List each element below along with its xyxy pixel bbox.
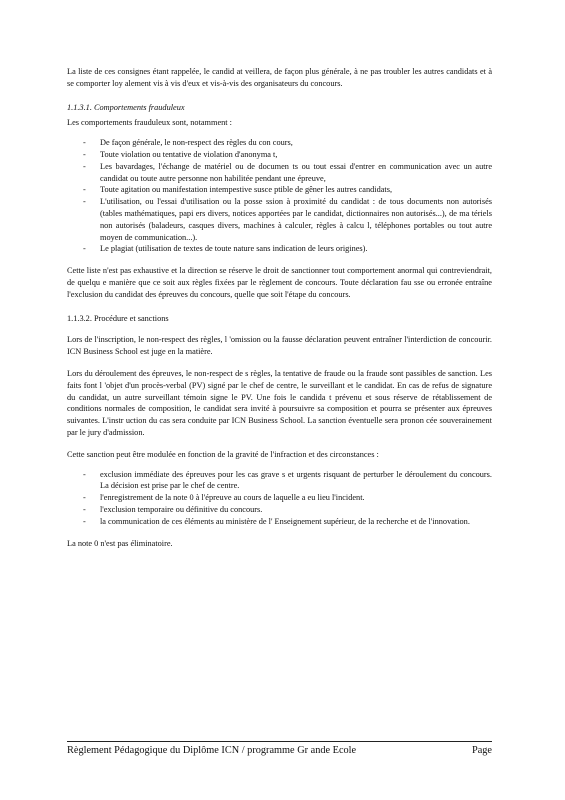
bullet-dash: - bbox=[83, 185, 86, 195]
fraud-closing-paragraph: Cette liste n'est pas exhaustive et la direction se réserve le droit de sanctionner tout comportement anormal qui contreviendrait, de quelqu e manière que ce soit aux règles fixées par le règlement de concours. Toute déclaration fau sse ou erronée entraîne l'exclusion du candidat des épreuves du concours, quelle que soit l'étape du concours. bbox=[67, 266, 492, 299]
footer-title: Règlement Pédagogique du Diplôme ICN / programme Gr ande Ecole bbox=[67, 745, 357, 756]
list-item bbox=[67, 516, 492, 528]
list-item-text: Le plagiat (utilisation de textes de toute nature sans indication de leurs origines). bbox=[100, 244, 368, 254]
section-heading-procedure: 1.1.3.2. Procédure et sanctions bbox=[67, 313, 169, 323]
list-item-text: Toute violation ou tentative de violation d'anonyma t, bbox=[100, 149, 278, 159]
list-item bbox=[67, 243, 492, 255]
list-item bbox=[67, 149, 492, 161]
procedure-paragraph-exams: Lors du déroulement des épreuves, le non-respect de s règles, la tentative de fraude ou la fraude sont passibles de sanction. Les faits font l 'objet d'un procès-verbal (PV) signé par le chef de centre, le surveillant et le candidat. En cas de refus de signature du candidat, un autre surveillant témoin signe le PV. Une fois le candida t prévenu et sous réserve de rétablissement de conditions normales de composition, le candidat sera invité à poursuivre sa composition et pourra se présenter aux épreuves suivantes. L'instr uction du cas sera conduite par ICN Business School. La sanction éventuelle sera pronon cée souverainement par le jury d'admission. bbox=[67, 368, 492, 437]
list-item-text: Les bavardages, l'échange de matériel ou de documen ts ou tout essai d'entrer en communication avec un autre candidat ou toute autre personne non habilitée pendant une épreuve, bbox=[100, 161, 492, 183]
list-item-text: L'utilisation, ou l'essai d'utilisation ou la posse ssion à proximité du candidat : de tous documents non autorisés (tables mathématiques, papi ers divers, notices apportées par le candidat, dictionnaires non autorisés...), de ma tériels non autorisés (baladeurs, casques divers, machines à calculer, règles à calcu l, téléphones portables ou tout autre moyen de communication...). bbox=[100, 197, 492, 242]
list-item bbox=[67, 196, 492, 243]
list-item-text: exclusion immédiate des épreuves pour les cas grave s et urgents risquant de perturber le déroulement du concours. La décision est prise par le chef de centre. bbox=[100, 469, 492, 491]
bullet-dash: - bbox=[83, 138, 86, 148]
list-item bbox=[67, 184, 492, 196]
list-item-text: De façon générale, le non-respect des règles du con cours, bbox=[100, 138, 293, 148]
bullet-dash: - bbox=[83, 149, 86, 159]
list-item bbox=[67, 504, 492, 516]
final-note: La note 0 n'est pas éliminatoire. bbox=[67, 538, 173, 548]
procedure-paragraph-registration: Lors de l'inscription, le non-respect des règles, l 'omission ou la fausse déclaration peuvent entraîner l'interdiction de concourir. ICN Business School est juge en la matière. bbox=[67, 335, 492, 357]
bullet-dash: - bbox=[83, 493, 86, 503]
bullet-dash: - bbox=[83, 244, 86, 254]
sanctions-list bbox=[67, 469, 492, 528]
page-footer bbox=[67, 745, 492, 757]
list-item-text: l'enregistrement de la note 0 à l'épreuve au cours de laquelle a eu lieu l'incident. bbox=[100, 493, 365, 503]
bullet-dash: - bbox=[83, 161, 86, 171]
bullet-dash: - bbox=[83, 469, 86, 479]
list-item bbox=[67, 469, 492, 493]
list-item bbox=[67, 161, 492, 185]
bullet-dash: - bbox=[83, 516, 86, 526]
procedure-paragraph-sanctions: Cette sanction peut être modulée en fonction de la gravité de l'infraction et des circonstances : bbox=[67, 449, 379, 459]
intro-paragraph: La liste de ces consignes étant rappelée, le candid at veillera, de façon plus générale, à ne pas troubler les autres candidats et à se comporter loy alement vis à vis d'eux et vis-à-vis des organisateurs du concours. bbox=[67, 67, 492, 88]
fraud-list bbox=[67, 137, 492, 255]
list-item-text: Toute agitation ou manifestation intempestive susce ptible de gêner les autres candidats, bbox=[100, 185, 393, 195]
bullet-dash: - bbox=[83, 504, 86, 514]
footer-divider bbox=[67, 741, 492, 742]
document-body bbox=[67, 66, 492, 549]
fraud-lead-text: Les comportements frauduleux sont, notamment : bbox=[67, 118, 232, 128]
footer-page-label: Page bbox=[471, 745, 492, 756]
section-heading-fraud: 1.1.3.1. Comportements frauduleux bbox=[67, 102, 185, 112]
bullet-dash: - bbox=[83, 197, 86, 207]
list-item-text: la communication de ces éléments au ministère de l' Enseignement supérieur, de la recherche et de l'innovation. bbox=[100, 516, 470, 526]
list-item bbox=[67, 137, 492, 149]
list-item bbox=[67, 492, 492, 504]
list-item-text: l'exclusion temporaire ou définitive du concours. bbox=[100, 504, 263, 514]
